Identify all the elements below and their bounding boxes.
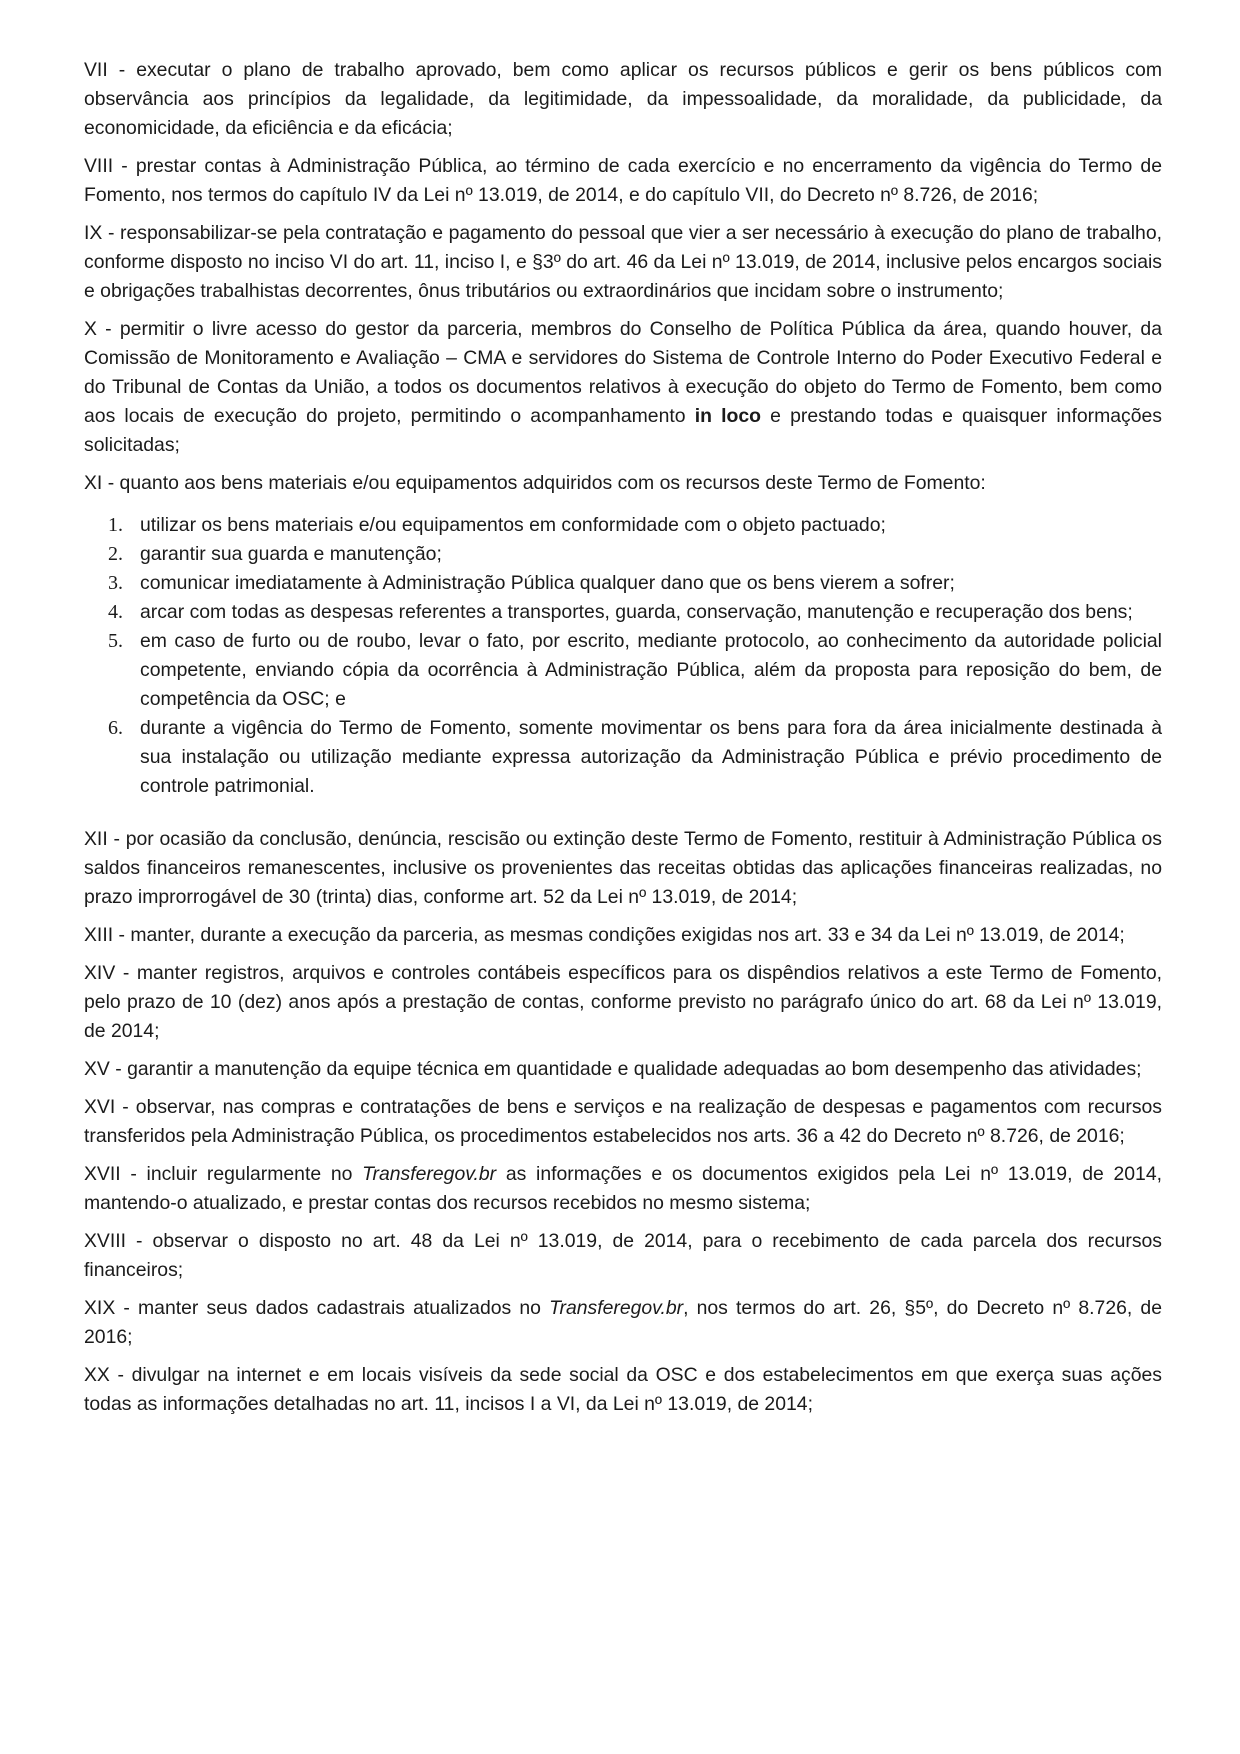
list-item-text: utilizar os bens materiais e/ou equipamentos em conformidade com o objeto pactuado;	[140, 514, 886, 536]
clause-text: , nos termos do art. 26, §5º, do Decreto nº 8.726, de 2016;	[84, 1297, 1162, 1348]
clause-paragraph	[84, 315, 1162, 460]
clause-text: XII - por ocasião da conclusão, denúncia, rescisão ou extinção deste Termo de Fomento, restituir à Administração Pública os saldos financeiros remanescentes, inclusive os provenientes das receitas obtidas das aplicações financeiras realizadas, no prazo improrrogável de 30 (trinta) dias, conforme art. 52 da Lei nº 13.019, de 2014;	[84, 828, 1162, 908]
clause-text: IX - responsabilizar-se pela contratação e pagamento do pessoal que vier a ser necessário à execução do plano de trabalho, conforme disposto no inciso VI do art. 11, inciso I, e §3º do art. 46 da Lei nº 13.019, de 2014, inclusive pelos encargos sociais e obrigações trabalhistas decorrentes, ônus tributários ou extraordinários que incidam sobre o instrumento;	[84, 222, 1162, 302]
clause-text: XIV - manter registros, arquivos e controles contábeis específicos para os dispêndios relativos a este Termo de Fomento, pelo prazo de 10 (dez) anos após a prestação de contas, conforme previsto no parágrafo único do art. 68 da Lei nº 13.019, de 2014;	[84, 962, 1162, 1042]
list-item	[108, 540, 1162, 569]
clause-paragraph	[84, 959, 1162, 1046]
clause-paragraph	[84, 1361, 1162, 1419]
clause-paragraph	[84, 152, 1162, 210]
clause-paragraph	[84, 219, 1162, 306]
list-item-number: 4.	[108, 601, 123, 623]
clause-text: X - permitir o livre acesso do gestor da parceria, membros do Conselho de Política Pública da área, quando houver, da Comissão de Monitoramento e Avaliação – CMA e servidores do Sistema de Controle Interno do Poder Executivo Federal e do Tribunal de Contas da União, a todos os documentos relativos à execução do objeto do Termo de Fomento, bem como aos locais de execução do projeto, permitindo o acompanhamento	[84, 318, 1162, 427]
clause-text: VIII - prestar contas à Administração Pública, ao término de cada exercício e no encerramento da vigência do Termo de Fomento, nos termos do capítulo IV da Lei nº 13.019, de 2014, e do capítulo VII, do Decreto nº 8.726, de 2016;	[84, 155, 1162, 206]
clause-text: XIX - manter seus dados cadastrais atualizados no	[84, 1297, 550, 1319]
clause-paragraph	[84, 469, 1162, 498]
list-item-number: 1.	[108, 514, 123, 536]
clause-text: XX - divulgar na internet e em locais visíveis da sede social da OSC e dos estabelecimentos em que exerça suas ações todas as informações detalhadas no art. 11, incisos I a VI, da Lei nº 13.019, de 2014;	[84, 1364, 1162, 1415]
list-item-number: 6.	[108, 717, 123, 739]
emphasis-text: Transferegov.br	[549, 1297, 684, 1319]
list-item-text: arcar com todas as despesas referentes a transportes, guarda, conservação, manutenção e recuperação dos bens;	[140, 601, 1133, 623]
list-item	[108, 627, 1162, 714]
clause-paragraph	[84, 1227, 1162, 1285]
clause-text: XVI - observar, nas compras e contratações de bens e serviços e na realização de despesas e pagamentos com recursos transferidos pela Administração Pública, os procedimentos estabelecidos nos arts. 36 a 42 do Decreto nº 8.726, de 2016;	[84, 1096, 1162, 1147]
clause-text: XIII - manter, durante a execução da parceria, as mesmas condições exigidas nos art. 33 e 34 da Lei nº 13.019, de 2014;	[84, 924, 1125, 946]
clause-paragraph	[84, 1093, 1162, 1151]
list-item-number: 5.	[108, 630, 123, 652]
clause-paragraph	[84, 1055, 1162, 1084]
clause-text: e prestando todas e quaisquer informações solicitadas;	[84, 405, 1162, 456]
list-item-number: 3.	[108, 572, 123, 594]
clause-text: XVII - incluir regularmente no	[84, 1163, 363, 1185]
clauses-top	[84, 56, 1162, 498]
list-item	[108, 511, 1162, 540]
clause-paragraph	[84, 1294, 1162, 1352]
clause-text: XV - garantir a manutenção da equipe técnica em quantidade e qualidade adequadas ao bom desempenho das atividades;	[84, 1058, 1142, 1080]
clause-text: VII - executar o plano de trabalho aprovado, bem como aplicar os recursos públicos e gerir os bens públicos com observância aos princípios da legalidade, da legitimidade, da impessoalidade, da moralidade, da publicidade, da economicidade, da eficiência e da eficácia;	[84, 59, 1162, 139]
emphasis-text: Transferegov.br	[362, 1163, 497, 1185]
clause-paragraph	[84, 921, 1162, 950]
list-item	[108, 714, 1162, 801]
clause-paragraph	[84, 1160, 1162, 1218]
emphasis-text: in loco	[694, 405, 761, 427]
goods-list	[84, 511, 1162, 801]
list-item-text: em caso de furto ou de roubo, levar o fato, por escrito, mediante protocolo, ao conhecimento da autoridade policial competente, enviando cópia da ocorrência à Administração Pública, além da proposta para reposição do bem, de competência da OSC; e	[140, 630, 1162, 710]
list-item	[108, 598, 1162, 627]
clause-text: as informações e os documentos exigidos pela Lei nº 13.019, de 2014, mantendo-o atualizado, e prestar contas dos recursos recebidos no mesmo sistema;	[84, 1163, 1162, 1214]
document-page	[84, 56, 1162, 1428]
list-item-number: 2.	[108, 543, 123, 565]
clause-paragraph	[84, 56, 1162, 143]
clauses-bottom	[84, 825, 1162, 1419]
list-item-text: garantir sua guarda e manutenção;	[140, 543, 442, 565]
clause-text: XI - quanto aos bens materiais e/ou equipamentos adquiridos com os recursos deste Termo de Fomento:	[84, 472, 986, 494]
clause-text: XVIII - observar o disposto no art. 48 da Lei nº 13.019, de 2014, para o recebimento de cada parcela dos recursos financeiros;	[84, 1230, 1162, 1281]
list-item-text: durante a vigência do Termo de Fomento, somente movimentar os bens para fora da área inicialmente destinada à sua instalação ou utilização mediante expressa autorização da Administração Pública e prévio procedimento de controle patrimonial.	[140, 717, 1162, 797]
list-item-text: comunicar imediatamente à Administração Pública qualquer dano que os bens vierem a sofrer;	[140, 572, 955, 594]
clause-paragraph	[84, 825, 1162, 912]
list-item	[108, 569, 1162, 598]
